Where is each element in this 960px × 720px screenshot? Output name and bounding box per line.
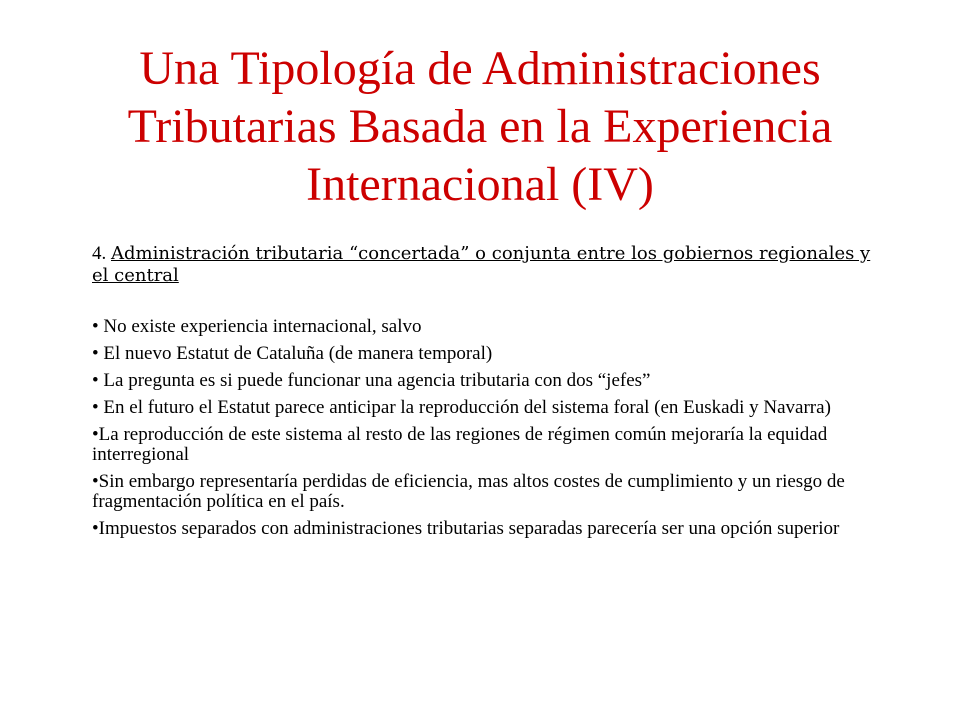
bullet-item: •La reproducción de este sistema al resto de las regiones de régimen común mejoraría la equidad interregional [92, 424, 828, 465]
section-heading [92, 243, 872, 287]
bullet-item: • No existe experiencia internacional, salvo [92, 316, 422, 337]
bullet-item: • La pregunta es si puede funcionar una agencia tributaria con dos “jefes” [92, 370, 651, 391]
bullet-item: • En el futuro el Estatut parece anticipar la reproducción del sistema foral (en Euskadi y Navarra) [92, 397, 831, 418]
bullet-item: • El nuevo Estatut de Cataluña (de manera temporal) [92, 343, 493, 364]
section-heading-text: Administración tributaria “concertada” o conjunta entre los gobiernos regionales y el central [92, 243, 871, 286]
bullet-item: •Impuestos separados con administraciones tributarias separadas parecería ser una opción superior [92, 518, 840, 539]
slide-title: Una Tipología de Administraciones Tributarias Basada en la Experiencia Internacional (IV) [127, 42, 833, 211]
bullet-item: •Sin embargo representaría perdidas de eficiencia, mas altos costes de cumplimiento y un riesgo de fragmentación política en el país. [92, 471, 845, 512]
slide-body [92, 243, 872, 546]
section-number: 4. [92, 243, 111, 264]
